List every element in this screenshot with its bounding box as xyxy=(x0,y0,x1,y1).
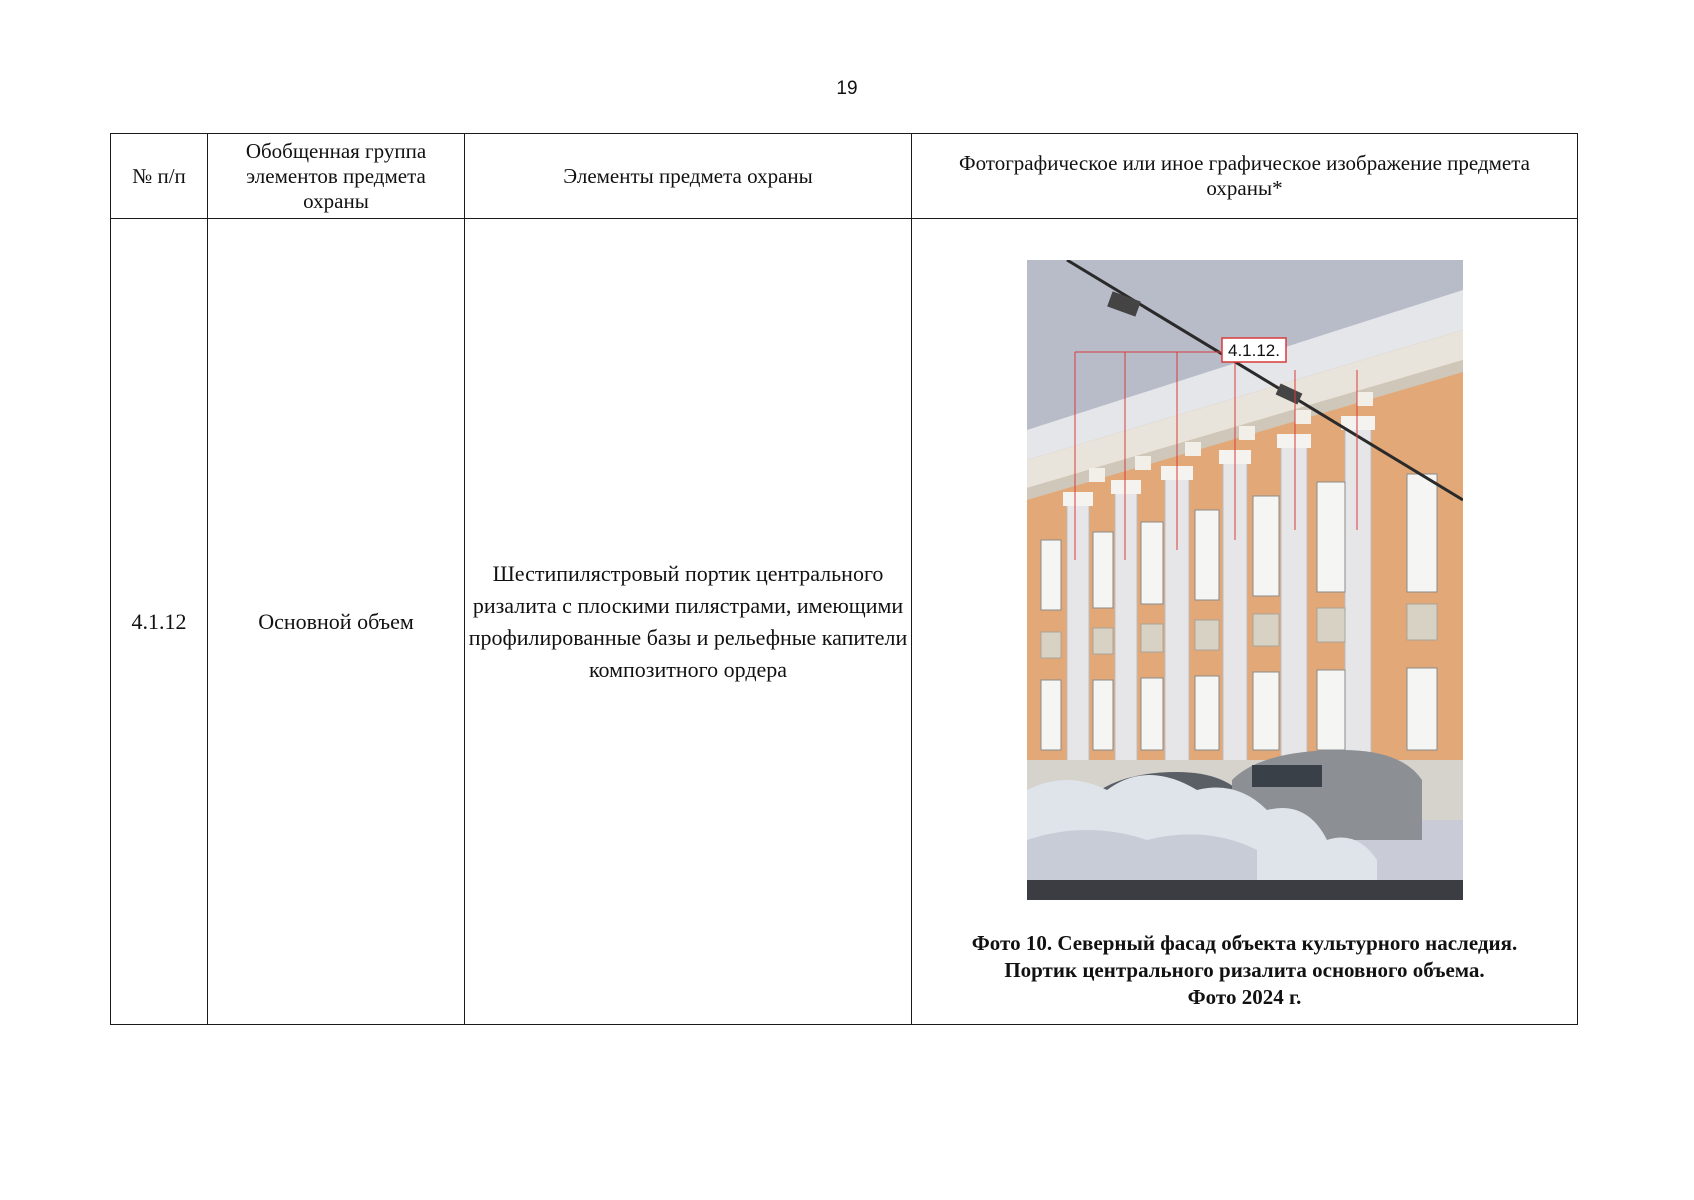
header-group: Обобщенная группа элементов предмета охраны xyxy=(208,134,465,219)
table-row xyxy=(111,219,1578,1025)
protection-table xyxy=(110,133,1578,1025)
caption-line-3: Фото 2024 г. xyxy=(1187,985,1302,1009)
photo-caption xyxy=(912,930,1577,1011)
photo-annotation-label: 4.1.12. xyxy=(1227,341,1280,360)
header-photo: Фотографическое или иное графическое изображение предмета охраны* xyxy=(912,134,1578,219)
header-elements: Элементы предмета охраны xyxy=(465,134,912,219)
facade-photo xyxy=(1027,260,1463,900)
row-num: 4.1.12 xyxy=(111,219,208,1025)
row-group: Основной объем xyxy=(208,219,465,1025)
row-photo-cell xyxy=(912,219,1578,1025)
table-header-row xyxy=(111,134,1578,219)
header-num: № п/п xyxy=(111,134,208,219)
page-number: 19 xyxy=(836,78,858,99)
caption-line-1: Фото 10. Северный фасад объекта культурного наследия. xyxy=(971,931,1518,955)
caption-line-2: Портик центрального ризалита основного объема. xyxy=(1004,958,1485,982)
row-elements: Шестипилястровый портик центрального ризалита с плоскими пилястрами, имеющими профилированные базы и рельефные капители композитного ордера xyxy=(465,219,912,1025)
